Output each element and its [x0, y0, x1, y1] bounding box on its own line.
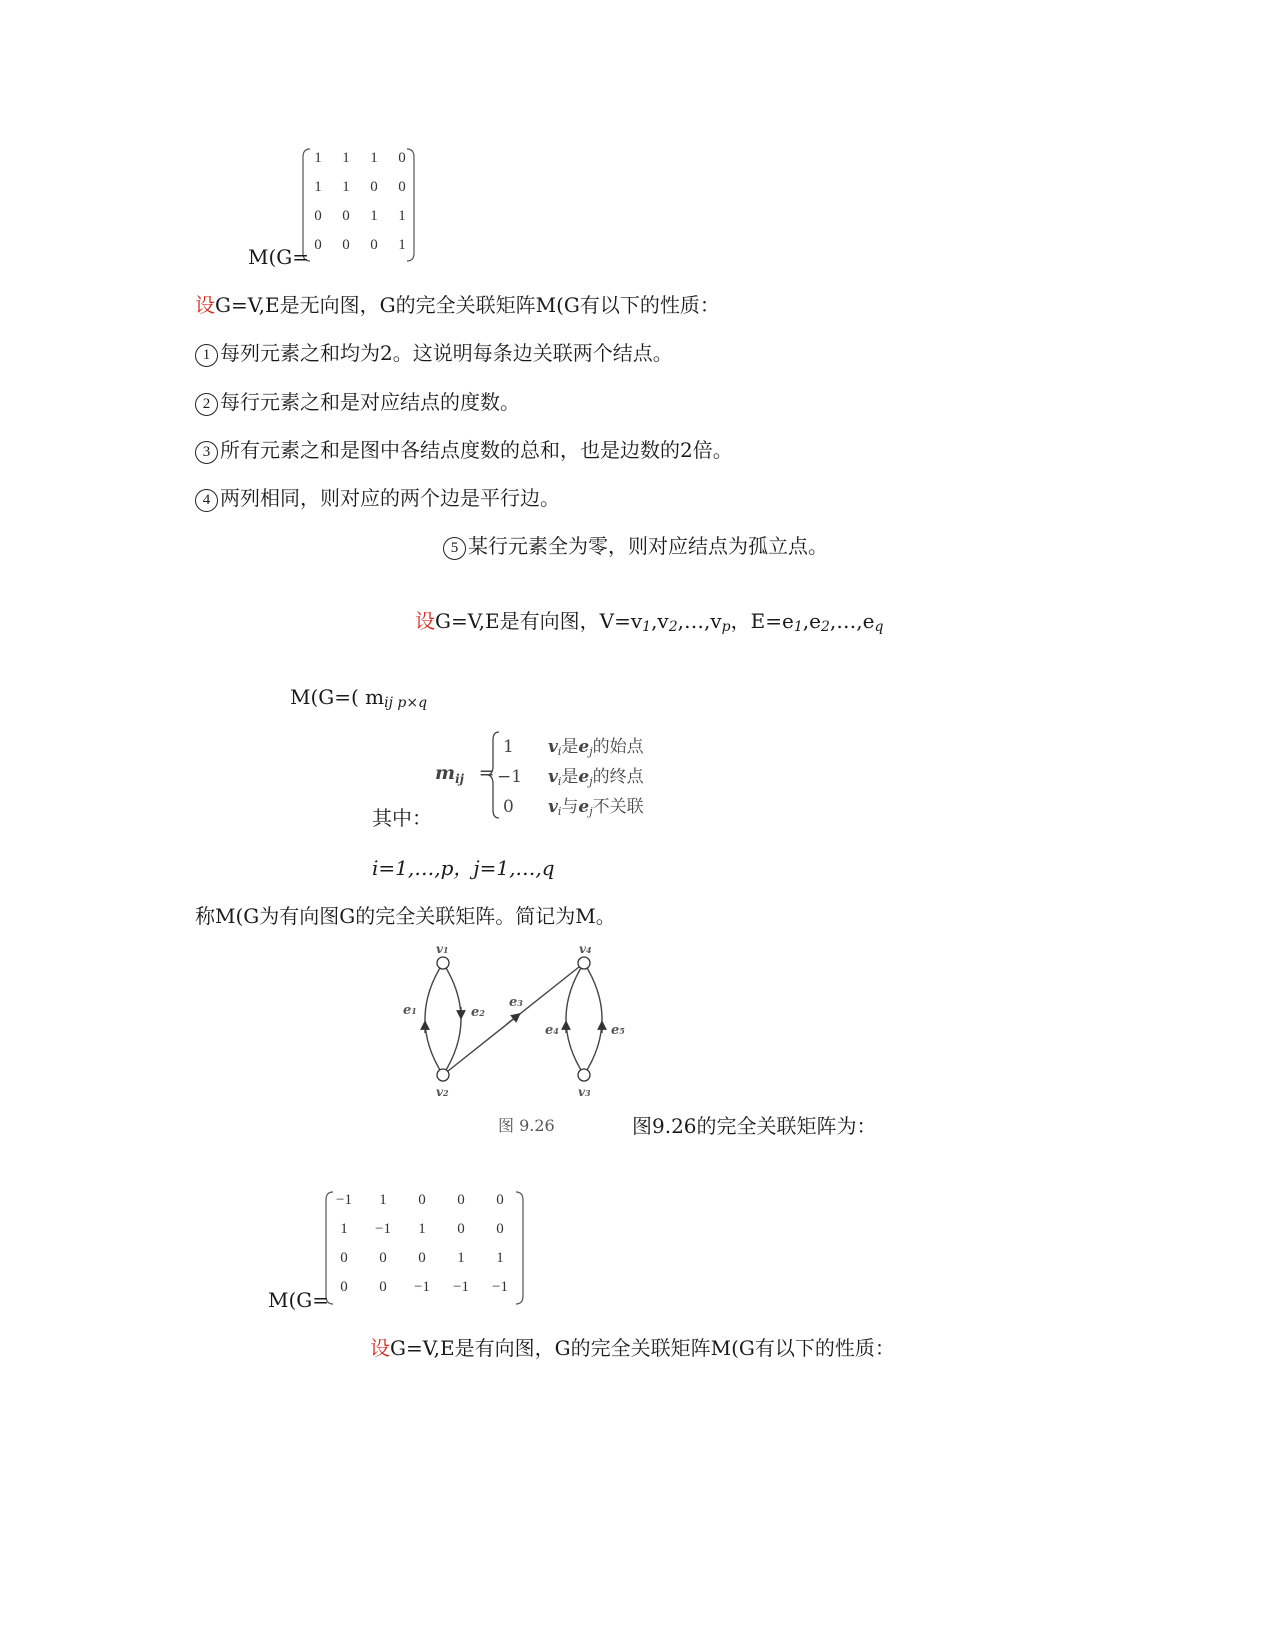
def-comma-e: ,e — [802, 609, 821, 633]
sub-e1: 1 — [793, 619, 803, 635]
node-v3 — [578, 1069, 590, 1081]
property-2 — [195, 389, 520, 416]
figure-matrix-intro: 图9.26的完全关联矩阵为： — [632, 1114, 877, 1138]
matrix-cell: 1 — [314, 179, 322, 195]
matrix-cell: 1 — [370, 150, 378, 166]
sub-q: q — [874, 619, 884, 635]
node-v4 — [578, 957, 590, 969]
directed-definition — [415, 608, 883, 640]
node-v1 — [437, 957, 449, 969]
matrix-cell: 0 — [379, 1250, 387, 1266]
edge-e1 — [425, 963, 443, 1075]
mg-sub: ij p×q — [384, 695, 428, 711]
label-e5: e5 — [611, 1023, 625, 1038]
matrix-cell: 0 — [398, 179, 406, 195]
qizhong-label: 其中： — [372, 806, 432, 830]
property-text: 某行元素全为零，则对应结点为孤立点。 — [468, 534, 828, 558]
matrix-cell: 0 — [340, 1250, 348, 1266]
naming-sentence: 称M(G为有向图G的完全关联矩阵。简记为M。 — [195, 904, 616, 928]
matrix-cell: 1 — [457, 1250, 465, 1266]
label-v2: v2 — [436, 1085, 449, 1099]
matrix-cell: 1 — [379, 1192, 387, 1208]
label-e2: e2 — [471, 1005, 485, 1020]
sub-e2: 2 — [820, 619, 830, 635]
matrix-cell: 1 — [340, 1221, 348, 1237]
intro-text: G=V,E是无向图，G的完全关联矩阵M(G有以下的性质： — [215, 293, 720, 317]
matrix-cell: 0 — [340, 1279, 348, 1295]
matrix-cell: 0 — [342, 208, 350, 224]
sub-1: 1 — [642, 619, 652, 635]
matrix-cell: 0 — [314, 208, 322, 224]
index-range: i=1,…,p，j=1,…,q — [372, 856, 555, 880]
matrix-cell: 0 — [370, 237, 378, 253]
label-e1: e1 — [403, 1003, 417, 1018]
case-2: −1 vi是ej的终点 — [497, 767, 644, 788]
mg-prefix: M(G=( m — [290, 685, 385, 709]
matrix-cell: 0 — [342, 237, 350, 253]
node-v2 — [437, 1069, 449, 1081]
edge-e2 — [443, 963, 461, 1075]
props-she: 设 — [370, 1336, 390, 1360]
label-e4: e4 — [545, 1023, 559, 1038]
property-3 — [195, 437, 733, 464]
figure-caption: 图 9.26 — [498, 1116, 555, 1135]
matrix-cell: 1 — [314, 150, 322, 166]
matrix-cell: 1 — [342, 179, 350, 195]
def-text-a: G=V,E是有向图，V=v — [435, 609, 643, 633]
property-text: 每列元素之和均为2。这说明每条边关联两个结点。 — [220, 341, 673, 365]
figure-9-26 — [395, 942, 655, 1140]
sub-p: p — [721, 619, 731, 635]
matrix-1-label: M(G= — [248, 245, 310, 269]
circled-number: 2 — [195, 393, 218, 416]
label-e3: e3 — [509, 995, 523, 1010]
matrix-cell: 1 — [398, 237, 406, 253]
mg-definition — [290, 684, 427, 716]
def-text-b: ，E=e — [730, 609, 794, 633]
matrix-cell: −1 — [375, 1221, 391, 1237]
def-ellipsis: ,…,v — [677, 609, 722, 633]
matrix-cell: 0 — [496, 1221, 504, 1237]
matrix-cell: 0 — [370, 179, 378, 195]
property-1 — [195, 340, 673, 367]
matrix-cell: −1 — [336, 1192, 352, 1208]
props-text: G=V,E是有向图，G的完全关联矩阵M(G有以下的性质： — [390, 1336, 895, 1360]
matrix-cell: −1 — [492, 1279, 508, 1295]
matrix-1 — [300, 145, 420, 265]
matrix-cell: 1 — [496, 1250, 504, 1266]
case-1: 1 vi是ej的始点 — [503, 737, 644, 758]
matrix-cell: 0 — [457, 1221, 465, 1237]
property-text: 所有元素之和是图中各结点度数的总和，也是边数的2倍。 — [220, 438, 733, 462]
property-4 — [195, 485, 560, 512]
matrix-cell: 0 — [418, 1192, 426, 1208]
matrix-cell: −1 — [414, 1279, 430, 1295]
matrix-cell: −1 — [453, 1279, 469, 1295]
matrix-cell: 1 — [398, 208, 406, 224]
mij-label: $m_{ij}$ = — [435, 762, 495, 786]
circled-number: 1 — [195, 344, 218, 367]
label-v4: v4 — [579, 942, 592, 956]
matrix-2-label: M(G= — [268, 1288, 330, 1312]
property-text: 每行元素之和是对应结点的度数。 — [220, 390, 520, 414]
matrix-cell: 0 — [398, 150, 406, 166]
def-she: 设 — [415, 609, 435, 633]
def-comma: ,v — [651, 609, 669, 633]
label-v1: v1 — [436, 942, 449, 956]
label-v3: v3 — [578, 1085, 591, 1099]
matrix-cell: 0 — [418, 1250, 426, 1266]
def-ellipsis-e: ,…,e — [829, 609, 875, 633]
matrix-cell: 0 — [496, 1192, 504, 1208]
property-text: 两列相同，则对应的两个边是平行边。 — [220, 486, 560, 510]
piecewise-formula — [435, 728, 695, 823]
circled-number: 3 — [195, 441, 218, 464]
property-5 — [443, 533, 828, 560]
matrix-cell: 1 — [370, 208, 378, 224]
undirected-intro — [195, 292, 720, 318]
matrix-cell: 1 — [342, 150, 350, 166]
matrix-cell: 1 — [418, 1221, 426, 1237]
sub-2: 2 — [668, 619, 678, 635]
circled-number: 5 — [443, 537, 466, 560]
directed-properties-intro — [370, 1335, 895, 1361]
case-3: 0 vi与ej不关联 — [503, 797, 644, 818]
edge-e4 — [566, 963, 584, 1075]
matrix-cell: 0 — [379, 1279, 387, 1295]
edge-e5 — [584, 963, 602, 1075]
circled-number: 4 — [195, 489, 218, 512]
intro-she: 设 — [195, 293, 215, 317]
matrix-cell: 0 — [314, 237, 322, 253]
matrix-2 — [323, 1188, 528, 1308]
matrix-cell: 0 — [457, 1192, 465, 1208]
